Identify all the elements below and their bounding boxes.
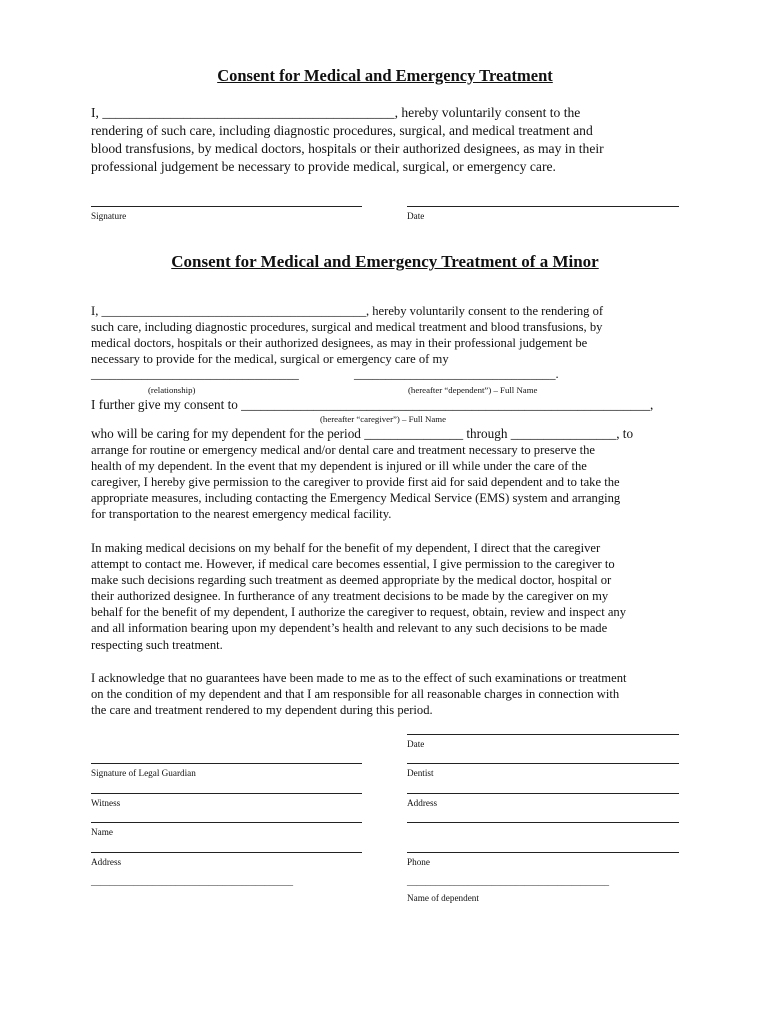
period-line-3: health of my dependent. In the event that my dependent is injured or ill while under the care of the <box>91 459 587 474</box>
guardian-address-line[interactable] <box>91 852 362 853</box>
decision-line-2: attempt to contact me. However, if medical care becomes essential, I give permission to the caregiver to <box>91 557 615 572</box>
minor-intro-line-1: I, __________________________________________, hereby voluntarily consent to the rendering of <box>91 304 604 318</box>
minor-intro-paragraph <box>91 303 691 367</box>
phone-label: Phone <box>407 857 430 867</box>
acknowledgement-paragraph <box>91 670 691 718</box>
decision-line-5: behalf for the benefit of my dependent, I authorize the caregiver to request, obtain, review and inspect any <box>91 605 627 620</box>
sig-date-line[interactable] <box>407 734 679 735</box>
decision-line-6: and all information bearing upon my dependent’s health and relevant to any such decisions to be made <box>91 621 608 636</box>
adult-line-1: I, ___________________________________________, hereby voluntarily consent to the <box>91 105 581 120</box>
adult-line-4: professional judgement be necessary to provide medical, surgical, or emergency care. <box>91 159 556 174</box>
period-line-5: appropriate measures, including contacting the Emergency Medical Service (EMS) system and arranging <box>91 491 621 506</box>
adult-consent-title: Consent for Medical and Emergency Treatment <box>217 66 553 85</box>
phone-line[interactable] <box>407 852 679 853</box>
guardian-signature-label: Signature of Legal Guardian <box>91 768 196 778</box>
adult-signature-label: Signature <box>91 211 127 221</box>
decision-line-3: make such decisions regarding such treatment as deemed appropriate by the medical doctor, hospital or <box>91 573 612 588</box>
sig-date-label: Date <box>407 739 425 749</box>
caregiving-period-paragraph <box>91 426 691 523</box>
adult-line-3: blood transfusions, by medical doctors, hospitals or their authorized designees, as may in their <box>91 141 604 156</box>
decision-line-1: In making medical decisions on my behalf for the benefit of my dependent, I direct that the caregiver <box>91 541 601 555</box>
guardian-address-label: Address <box>91 857 122 867</box>
ack-line-1: I acknowledge that no guarantees have been made to me as to the effect of such examinations or treatment <box>91 671 627 685</box>
adult-date-label: Date <box>407 211 425 221</box>
guardian-signature-line[interactable] <box>91 763 362 764</box>
witness-label: Witness <box>91 798 121 808</box>
minor-consent-title: Consent for Medical and Emergency Treatment of a Minor <box>171 252 599 271</box>
adult-signature-line[interactable] <box>91 206 362 207</box>
minor-intro-line-3: medical doctors, hospitals or their authorized designees, as may in their professional judgement be <box>91 336 588 351</box>
dependent-name-label: Name of dependent <box>407 893 479 903</box>
underscore-line-left[interactable]: ___________________________________________ <box>91 877 293 888</box>
minor-intro-line-2: such care, including diagnostic procedures, surgical and medical treatment and blood transfusions, by <box>91 320 603 335</box>
dentist-address-line[interactable] <box>407 793 679 794</box>
adult-date-line[interactable] <box>407 206 679 207</box>
adult-consent-paragraph <box>91 104 691 176</box>
dentist-line[interactable] <box>407 763 679 764</box>
period-line-6: for transportation to the nearest emergency medical facility. <box>91 507 392 522</box>
medical-decisions-paragraph <box>91 540 691 653</box>
dentist-address-line-2[interactable] <box>407 822 679 823</box>
decision-line-4: their authorized designee. In furtherance of any treatment decisions to be made by the caregiver on my <box>91 589 609 604</box>
period-line-4: caregiver, I hereby give permission to the caregiver to provide first aid for said dependent and to take the <box>91 475 620 490</box>
dependent-name-blank[interactable]: ________________________________. <box>354 367 559 381</box>
witness-line[interactable] <box>91 793 362 794</box>
ack-line-3: the care and treatment rendered to my dependent during this period. <box>91 703 433 718</box>
caregiver-full-name-label: (hereafter “caregiver”) – Full Name <box>320 414 447 424</box>
period-line-2: arrange for routine or emergency medical and/or dental care and treatment necessary to preserve the <box>91 443 595 458</box>
minor-intro-line-4: necessary to provide for the medical, surgical or emergency care of my <box>91 352 449 367</box>
caregiver-consent-line[interactable]: I further give my consent to ______________________________________________________________, <box>91 397 654 412</box>
dentist-address-label: Address <box>407 798 438 808</box>
dentist-label: Dentist <box>407 768 434 778</box>
name-label: Name <box>91 827 113 837</box>
underscore-line-right[interactable]: ___________________________________________ <box>407 877 609 888</box>
adult-line-2: rendering of such care, including diagnostic procedures, surgical, and medical treatment and <box>91 123 593 138</box>
relationship-blank[interactable]: _________________________________ <box>91 367 299 381</box>
period-line-1: who will be caring for my dependent for the period _______________ through ________________, to <box>91 426 634 441</box>
name-line[interactable] <box>91 822 362 823</box>
dependent-full-name-label: (hereafter “dependent”) – Full Name <box>408 385 538 395</box>
relationship-label: (relationship) <box>148 385 196 395</box>
ack-line-2: on the condition of my dependent and that I am responsible for all reasonable charges in connection with <box>91 687 620 702</box>
decision-line-7: respecting such treatment. <box>91 637 223 652</box>
